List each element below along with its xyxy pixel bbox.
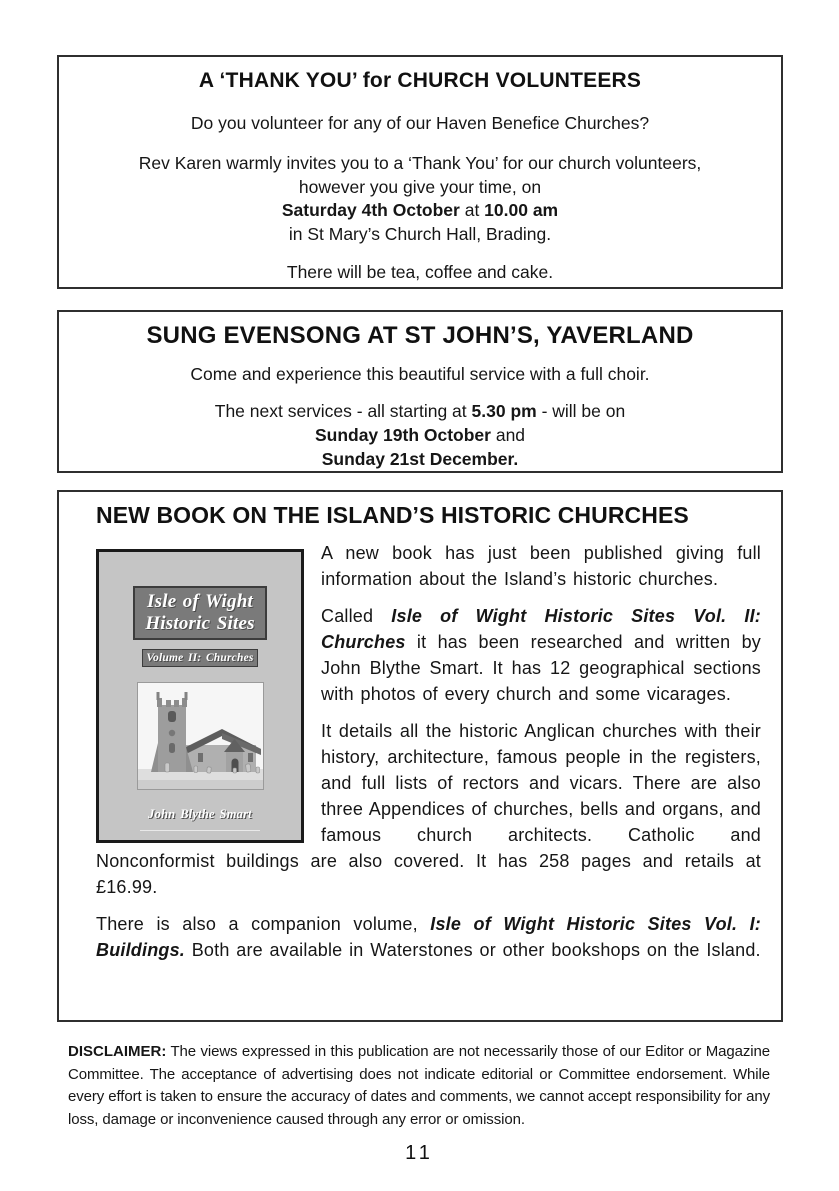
notice-evensong (57, 310, 783, 473)
book-cover-author: John Blythe Smart (140, 801, 260, 831)
notice-evensong-services (59, 399, 781, 471)
notice-thank-you (57, 55, 783, 289)
event-date: Saturday 4th October (281, 200, 460, 220)
article-title: NEW BOOK ON THE ISLAND’S HISTORIC CHURCHES (96, 502, 689, 528)
services-time: 5.30 pm (471, 401, 537, 421)
event-time: 10.00 am (484, 200, 559, 220)
church-photo (137, 682, 264, 790)
disclaimer-label: DISCLAIMER: (68, 1043, 167, 1060)
notice-thank-you-intro: Do you volunteer for any of our Haven Benefice Churches? (190, 113, 650, 133)
tower-clock (168, 730, 174, 736)
book-title-vol2: Isle of Wight Historic Sites Vol. II: Churches (321, 606, 761, 652)
article-paragraph-3: It details all the historic Anglican churches with their history, architecture, famous people in the registers, and full lists of rectors and vicars. There are also three Appendices of churches, bells and organs, and famous church architects. Catholic and Nonconformist buildings are also covered. It has 258 pages and retails at £16.99. (96, 721, 761, 897)
book-cover-title-line2: Historic Sites (145, 613, 255, 634)
book-cover-title-line1: Isle of Wight (147, 591, 253, 612)
church-photo-illustration (138, 683, 263, 789)
para2-post: it has been researched and written by John Blythe Smart. It has 12 geographical sections with photos of every church and some vicarages. (321, 632, 761, 704)
service-date-1-post: and (490, 425, 526, 445)
article-paragraph-1: A new book has just been published giving full information about the Island’s historic churches. (321, 543, 761, 589)
services-post: - will be on (536, 401, 626, 421)
service-date-1 (59, 423, 781, 447)
service-date-1-bold: Sunday 19th October (314, 425, 491, 445)
event-location: in St Mary’s Church Hall, Brading. (288, 223, 552, 244)
article-paragraph-4 (96, 911, 761, 963)
services-line (59, 399, 781, 423)
book-title-vol1: Isle of Wight Historic Sites Vol. I: Buildings. (96, 914, 761, 960)
article-new-book (57, 490, 783, 1022)
para2-pre: Called (321, 606, 392, 626)
invite-line-1: Rev Karen warmly invites you to a ‘Thank You’ for our church volunteers, (138, 153, 702, 173)
para4-pre: There is also a companion volume, (96, 914, 431, 934)
notice-evensong-intro: Come and experience this beautiful service with a full choir. (190, 364, 650, 384)
notice-thank-you-title: A ‘THANK YOU’ for CHURCH VOLUNTEERS (198, 69, 642, 92)
book-cover-title (133, 586, 267, 640)
service-date-2-bold: Sunday 21st December. (321, 449, 519, 469)
event-datetime (59, 199, 781, 223)
book-cover (96, 549, 304, 843)
invite-line-2: however you give your time, on (298, 176, 542, 197)
services-pre: The next services - all starting at (214, 401, 472, 421)
page-number: 11 (405, 1142, 434, 1164)
service-date-2 (59, 447, 781, 471)
article-body (96, 540, 761, 963)
para4-post: Both are available in Waterstones or other bookshops on the Island. (185, 940, 761, 960)
event-datetime-joiner: at (459, 200, 485, 220)
notice-thank-you-details (59, 152, 781, 246)
notice-evensong-title: SUNG EVENSONG AT ST JOHN’S, YAVERLAND (146, 322, 694, 349)
disclaimer (68, 1041, 770, 1131)
notice-thank-you-closing: There will be tea, coffee and cake. (286, 262, 554, 282)
disclaimer-text: The views expressed in this publication are not necessarily those of our Editor or Magazine Committee. The acceptance of advertising does not indicate editorial or Committee endorsement. While every effort is taken to ensure the accuracy of dates and comments, we cannot accept responsibility for any loss, damage or inconvenience caused through any error or omission. (68, 1043, 770, 1128)
book-cover-volume: Volume II: Churches (142, 649, 258, 667)
belfry-window (168, 711, 176, 722)
